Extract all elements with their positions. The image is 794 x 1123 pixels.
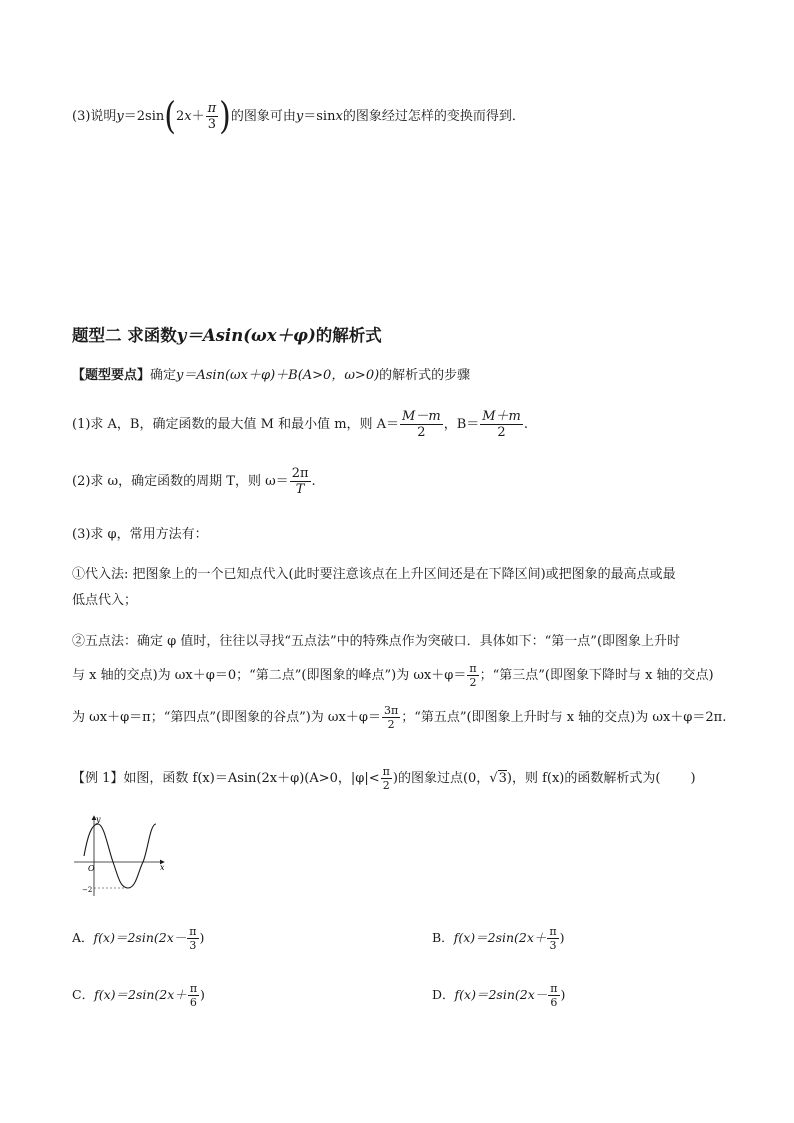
method2-line2-b: ；“第三点”(即图象下降时与 x 轴的交点): [479, 668, 714, 683]
omega-frac-den: T: [295, 482, 305, 497]
q3-ref-y: y: [295, 109, 304, 124]
method2-line3-b: ；“第五点”(即图象上升时与 x 轴的交点)为 ωx＋φ＝2π.: [401, 710, 727, 725]
method2-line3-a: 为 ωx＋φ＝π；“第四点”(即图象的谷点”)为 ωx＋φ＝: [72, 710, 381, 725]
sqrt-symbol: √: [489, 771, 498, 786]
q3-suffix-1: 的图象可由: [230, 109, 296, 124]
step-3: [72, 525, 208, 545]
omega-frac-num: 2π: [291, 466, 309, 481]
q3-frac-num: π: [207, 101, 217, 116]
method1-line1: ①代入法: 把图象上的一个已知点代入(此时要注意该点在上升区间还是在下降区间)或把图象的最高点或最: [72, 567, 676, 582]
step1-end: .: [523, 417, 529, 432]
section-label: 题型二 求函数: [72, 326, 177, 345]
q3-suffix-2: 的图象经过怎样的变换而得到．: [342, 109, 525, 124]
a-fraction: [400, 410, 443, 439]
option-a-num: π: [189, 925, 197, 938]
b-fraction: [480, 410, 523, 439]
a-frac-num: M－m: [402, 409, 441, 424]
option-a-post: ): [199, 930, 205, 945]
example-text-d: ): [690, 771, 696, 786]
option-d-num: π: [550, 982, 558, 995]
option-d-post: ): [560, 987, 566, 1002]
example-text-c: )，则 f(x)的函数解析式为(: [506, 771, 661, 786]
method1-line2: 低点代入；: [72, 593, 138, 608]
option-b-post: ): [559, 930, 565, 945]
q3-prefix: (3)说明: [72, 109, 117, 124]
three-half-pi-num: 3π: [383, 704, 399, 717]
x-axis-label: x: [160, 863, 165, 872]
key-points: [72, 366, 470, 386]
q3-y: y: [116, 109, 124, 124]
y-axis-label: y: [96, 815, 101, 824]
key-points-formula: y＝Asin(ωx＋φ)＋B(A>0，ω>0): [176, 368, 380, 383]
three-half-pi-den: 2: [387, 718, 395, 731]
option-d[interactable]: [432, 983, 565, 1008]
option-d-letter: D．: [432, 987, 455, 1002]
option-a-pre: f(x)＝2sin(2x－: [93, 930, 187, 945]
three-half-pi-fraction: [382, 705, 400, 730]
example-tag: 【例 1】: [72, 771, 124, 786]
method-2-line-2: [72, 660, 714, 692]
left-paren: (: [164, 94, 176, 138]
method2-line2-a: 与 x 轴的交点)为 ωx＋φ＝0；“第二点”(即图象的峰点”)为 ωx＋φ＝: [72, 668, 467, 683]
method-2-line-1: [72, 632, 680, 652]
half-pi-fraction: [467, 663, 478, 688]
phi-fraction: [381, 766, 392, 791]
a-frac-den: 2: [417, 425, 426, 440]
phi-frac-num: π: [382, 765, 390, 778]
section-heading: [72, 322, 382, 346]
option-d-den: 6: [550, 996, 558, 1009]
half-pi-den: 2: [469, 676, 477, 689]
option-b-den: 3: [549, 939, 557, 952]
question-3: [72, 94, 525, 138]
option-b-pre: f(x)＝2sin(2x＋: [453, 930, 547, 945]
example-text-a: 如图，函数 f(x)＝Asin(2x＋φ)(A>0，|φ|<: [123, 771, 380, 786]
step1-text: (1)求 A，B，确定函数的最大值 M 和最小值 m，则 A＝: [72, 417, 400, 432]
q3-inner-a: 2: [175, 109, 185, 124]
option-d-pre: f(x)＝2sin(2x－: [454, 987, 548, 1002]
q3-ref-x: x: [335, 109, 343, 124]
step-2: [72, 465, 316, 499]
b-frac-num: M＋m: [482, 409, 521, 424]
option-a[interactable]: [72, 926, 204, 951]
q3-eq: ＝2sin: [123, 109, 165, 124]
option-c[interactable]: [72, 983, 205, 1008]
option-c-num: π: [189, 982, 198, 995]
option-c-pre: f(x)＝2sin(2x＋: [94, 987, 187, 1002]
q3-frac-den: 3: [207, 117, 217, 132]
min-label: −2: [82, 886, 93, 894]
step2-text: (2)求 ω，确定函数的周期 T，则 ω＝: [72, 474, 289, 489]
q3-inner-plus: ＋: [191, 109, 205, 124]
method-1-line-1: [72, 565, 676, 585]
option-c-den: 6: [189, 996, 197, 1009]
option-a-fraction: [187, 926, 198, 951]
right-paren: ): [219, 94, 231, 138]
method-1-line-2: [72, 591, 137, 611]
half-pi-num: π: [469, 662, 477, 675]
key-points-tag: 【题型要点】: [72, 368, 151, 383]
step2-end: .: [311, 474, 316, 489]
option-c-post: ): [200, 987, 205, 1002]
key-points-text-1: 确定: [150, 368, 177, 383]
sqrt-value: 3: [498, 771, 507, 786]
omega-fraction: [290, 467, 311, 496]
key-points-text-2: 的解析式的步骤: [379, 368, 471, 383]
origin-label: O: [88, 864, 95, 873]
option-b-letter: B．: [432, 930, 454, 945]
sine-curve: [84, 824, 156, 888]
b-frac-den: 2: [497, 425, 506, 440]
option-b-num: π: [549, 925, 557, 938]
q3-fraction: [206, 102, 219, 131]
example-text-b: )的图象过点(0，: [392, 771, 490, 786]
step1-mid: ，B＝: [443, 417, 480, 432]
option-a-letter: A．: [72, 930, 94, 945]
sine-graph: [72, 812, 172, 898]
phi-frac-den: 2: [382, 779, 390, 792]
option-a-den: 3: [189, 939, 197, 952]
step3-text: (3)求 φ，常用方法有：: [72, 527, 208, 542]
q3-inner-x: x: [184, 109, 192, 124]
q3-ref-mid: ＝sin: [303, 109, 336, 124]
option-c-fraction: [188, 983, 199, 1008]
section-suffix: 的解析式: [315, 326, 382, 345]
example-1: [72, 763, 696, 795]
step-1: [72, 408, 528, 442]
option-c-letter: C．: [72, 987, 95, 1002]
option-b[interactable]: [432, 926, 565, 951]
section-formula: y＝Asin(ωx＋φ): [176, 326, 316, 345]
method2-line1: ②五点法：确定 φ 值时，往往以寻找“五点法”中的特殊点作为突破口．具体如下：“第一点”(即图象上升时: [72, 634, 681, 649]
method-2-line-3: [72, 702, 726, 734]
option-d-fraction: [548, 983, 559, 1008]
option-b-fraction: [547, 926, 558, 951]
